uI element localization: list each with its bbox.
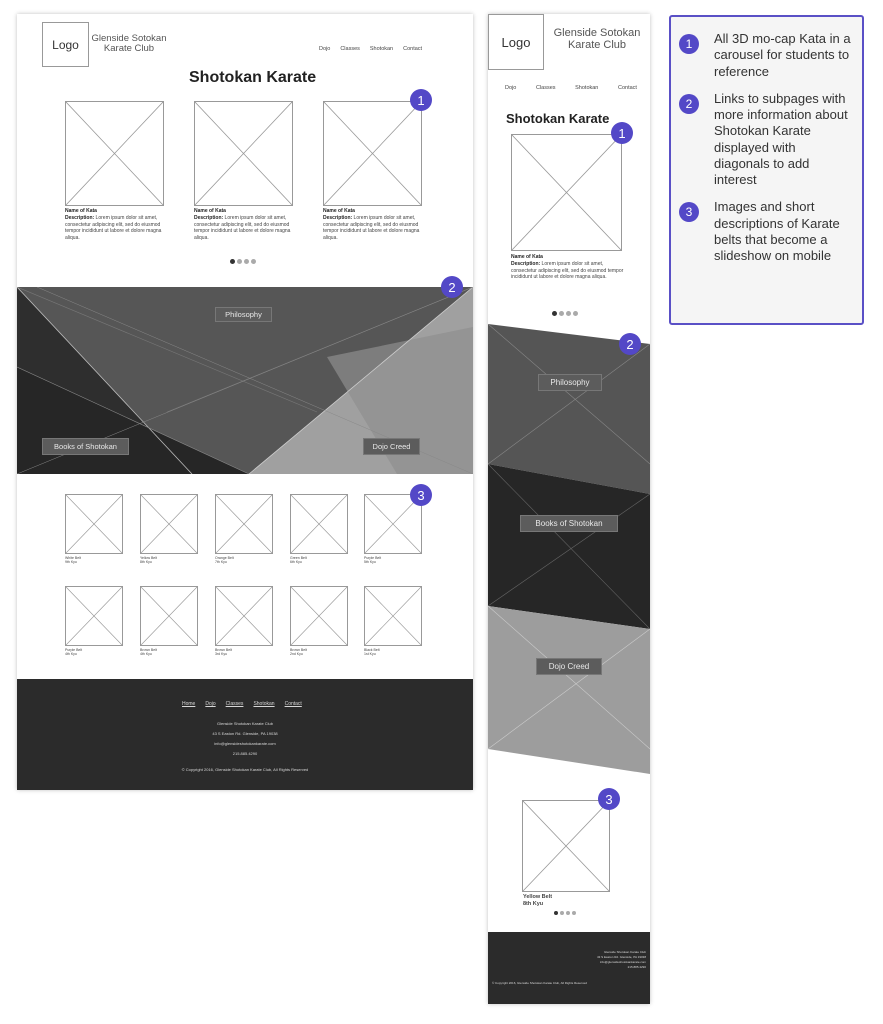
philosophy-link[interactable]: Philosophy bbox=[538, 374, 602, 391]
kata-name: Name of Kata bbox=[194, 208, 226, 214]
belt-card[interactable] bbox=[140, 586, 198, 656]
annotation-legend bbox=[669, 15, 864, 325]
kata-image[interactable] bbox=[194, 101, 293, 206]
belt-card[interactable] bbox=[215, 494, 273, 564]
belt-name: Purple Belt bbox=[364, 556, 382, 560]
belt-image bbox=[215, 586, 273, 646]
kata-image[interactable] bbox=[511, 134, 622, 251]
belt-card[interactable] bbox=[140, 494, 198, 564]
belt-kyu: 8th Kyu bbox=[523, 900, 544, 907]
page-title: Shotokan Karate bbox=[506, 111, 610, 126]
belt-kyu: 8th Kyu bbox=[140, 560, 152, 565]
kata-caption bbox=[511, 254, 626, 281]
belt-card[interactable] bbox=[215, 586, 273, 656]
subpage-diagonals bbox=[488, 324, 650, 774]
belt-name: Brown Belt bbox=[140, 648, 157, 652]
subpage-diagonals bbox=[17, 287, 473, 474]
legend-text: Links to subpages with more information about Shotokan Karate displayed with diagonals to add interest bbox=[714, 90, 848, 187]
footer-phone: 215.885.4290 bbox=[627, 965, 646, 969]
belt-label bbox=[65, 648, 123, 656]
site-footer bbox=[488, 932, 650, 1004]
nav-shotokan[interactable]: Shotokan bbox=[369, 46, 394, 52]
belt-name: Yellow Belt bbox=[523, 894, 553, 900]
logo-text: Logo bbox=[52, 37, 79, 52]
main-nav bbox=[505, 85, 637, 91]
logo[interactable] bbox=[42, 22, 89, 67]
carousel-dot[interactable] bbox=[566, 311, 571, 316]
belt-slideshow-dots bbox=[554, 911, 576, 915]
belt-kyu: 7th Kyu bbox=[215, 560, 227, 565]
belt-image bbox=[140, 494, 198, 554]
dojo-creed-link[interactable]: Dojo Creed bbox=[536, 658, 602, 675]
kata-desc: Lorem ipsum dolor sit amet, consectetur adipiscing elit, sed do eiusmod tempor incididunt ut labore et dolore magna aliqua. bbox=[511, 260, 624, 281]
footer-email[interactable]: info@glensideshotokankarate.com bbox=[214, 741, 276, 746]
belt-label bbox=[364, 648, 422, 656]
carousel-dot[interactable] bbox=[573, 311, 578, 316]
legend-text: Images and short descriptions of Karate belts that become a slideshow on mobile bbox=[714, 199, 840, 263]
slideshow-dot[interactable] bbox=[566, 911, 570, 915]
footer-address: 43 S Easton Rd. Glenside, PA 19038 bbox=[212, 731, 278, 736]
carousel-dot[interactable] bbox=[559, 311, 564, 316]
legend-badge: 3 bbox=[679, 202, 699, 222]
logo[interactable] bbox=[488, 14, 544, 70]
belt-card[interactable] bbox=[290, 586, 348, 656]
annotation-badge-2: 2 bbox=[441, 276, 463, 298]
belt-image[interactable] bbox=[522, 800, 610, 892]
footer-copyright: © Copyright 2016, Glenside Shotokan Karate Club, All Rights Reserved bbox=[492, 981, 587, 985]
belt-name: Purple Belt bbox=[65, 648, 83, 652]
legend-item bbox=[679, 31, 854, 80]
footer-email[interactable]: info@glensideshotokankarate.com bbox=[599, 960, 646, 964]
slideshow-dot[interactable] bbox=[560, 911, 564, 915]
desktop-wireframe bbox=[17, 14, 473, 790]
belt-label bbox=[140, 648, 198, 656]
belt-kyu: 2nd Kyu bbox=[290, 652, 303, 657]
kata-caption bbox=[194, 208, 294, 242]
belt-label bbox=[290, 648, 348, 656]
belt-image bbox=[65, 586, 123, 646]
kata-caption bbox=[65, 208, 165, 242]
belt-kyu: 4th Kyu bbox=[140, 652, 152, 657]
footer-link-classes[interactable]: Classes bbox=[225, 701, 244, 707]
belt-card[interactable] bbox=[290, 494, 348, 564]
footer-phone: 215.885.4290 bbox=[232, 751, 258, 756]
kata-desc-label: Description: bbox=[194, 214, 224, 221]
belt-image bbox=[140, 586, 198, 646]
footer-link-contact[interactable]: Contact bbox=[284, 701, 302, 707]
belt-label bbox=[364, 556, 422, 564]
carousel-dots bbox=[230, 259, 256, 264]
belt-card[interactable] bbox=[364, 586, 422, 656]
belt-label bbox=[140, 556, 198, 564]
belt-label bbox=[290, 556, 348, 564]
dojo-creed-link[interactable]: Dojo Creed bbox=[363, 438, 420, 455]
carousel-dot[interactable] bbox=[244, 259, 249, 264]
belt-name: White Belt bbox=[65, 556, 81, 560]
belt-label bbox=[65, 556, 123, 564]
annotation-badge-3: 3 bbox=[598, 788, 620, 810]
belt-card[interactable] bbox=[364, 494, 422, 564]
belt-name: Brown Belt bbox=[215, 648, 232, 652]
books-of-shotokan-link[interactable]: Books of Shotokan bbox=[520, 515, 618, 532]
kata-desc-label: Description: bbox=[323, 214, 353, 221]
kata-desc-label: Description: bbox=[511, 260, 541, 267]
footer-address: 43 S Easton Rd. Glenside, PA 19038 bbox=[597, 955, 646, 959]
belt-kyu: 5th Kyu bbox=[364, 560, 376, 565]
belt-kyu: 6th Kyu bbox=[290, 560, 302, 565]
footer-club: Glenside Shotokan Karate Club bbox=[216, 721, 274, 726]
mobile-wireframe bbox=[488, 14, 650, 1004]
footer-copyright: © Copyright 2016, Glenside Shotokan Karate Club, All Rights Reserved bbox=[181, 767, 309, 772]
books-of-shotokan-link[interactable]: Books of Shotokan bbox=[42, 438, 129, 455]
belt-label bbox=[523, 894, 603, 907]
kata-caption bbox=[323, 208, 423, 242]
belt-kyu: 9th Kyu bbox=[65, 560, 77, 565]
footer-link-shotokan[interactable]: Shotokan bbox=[253, 701, 275, 707]
kata-desc: Lorem ipsum dolor sit amet, consectetur adipiscing elit, sed do eiusmod tempor incididunt ut labore et dolore magna aliqua. bbox=[323, 214, 420, 241]
nav-classes[interactable]: Classes bbox=[340, 46, 360, 52]
site-name-line2: Karate Club bbox=[567, 38, 627, 51]
belt-name: Black Belt bbox=[364, 648, 380, 652]
belt-name: Brown Belt bbox=[290, 648, 307, 652]
slideshow-dot[interactable] bbox=[572, 911, 576, 915]
nav-dojo[interactable]: Dojo bbox=[319, 46, 331, 52]
kata-name: Name of Kata bbox=[511, 254, 543, 260]
page-title: Shotokan Karate bbox=[189, 69, 317, 86]
belt-image bbox=[364, 586, 422, 646]
site-name-line2: Karate Club bbox=[103, 42, 155, 54]
legend-badge: 2 bbox=[679, 94, 699, 114]
belt-name: Orange Belt bbox=[215, 556, 234, 560]
kata-desc-label: Description: bbox=[65, 214, 95, 221]
kata-image[interactable] bbox=[323, 101, 422, 206]
belt-image bbox=[290, 494, 348, 554]
legend-item bbox=[679, 91, 854, 189]
site-footer bbox=[17, 679, 473, 790]
footer-link-dojo[interactable]: Dojo bbox=[205, 701, 216, 707]
belt-label bbox=[215, 556, 273, 564]
belt-card[interactable] bbox=[65, 494, 123, 564]
carousel-dot[interactable] bbox=[237, 259, 242, 264]
legend-text: All 3D mo-cap Kata in a carousel for students to reference bbox=[714, 31, 851, 79]
belt-name: Yellow Belt bbox=[140, 556, 157, 560]
belt-image bbox=[215, 494, 273, 554]
annotation-badge-2: 2 bbox=[619, 333, 641, 355]
annotation-badge-3: 3 bbox=[410, 484, 432, 506]
belt-image bbox=[290, 586, 348, 646]
belt-label bbox=[215, 648, 273, 656]
nav-classes[interactable]: Classes bbox=[535, 85, 556, 91]
annotation-badge-1: 1 bbox=[611, 122, 633, 144]
footer-link-home[interactable]: Home bbox=[182, 701, 196, 707]
belt-kyu: 3rd Kyu bbox=[215, 652, 228, 657]
belt-image bbox=[65, 494, 123, 554]
belt-kyu: 1st Kyu bbox=[364, 652, 376, 657]
nav-contact[interactable]: Contact bbox=[403, 46, 423, 52]
site-name bbox=[544, 28, 650, 51]
carousel-dot[interactable] bbox=[230, 259, 235, 264]
footer-nav bbox=[182, 701, 302, 707]
slideshow-dot[interactable] bbox=[554, 911, 558, 915]
legend-item bbox=[679, 199, 854, 264]
carousel-dot[interactable] bbox=[552, 311, 557, 316]
belt-name: Green Belt bbox=[290, 556, 307, 560]
logo-text: Logo bbox=[501, 34, 531, 50]
footer-club: Glenside Shotokan Karate Club bbox=[603, 950, 646, 954]
kata-desc: Lorem ipsum dolor sit amet, consectetur adipiscing elit, sed do eiusmod tempor incididunt ut labore et dolore magna aliqua. bbox=[65, 214, 162, 241]
main-nav bbox=[319, 46, 422, 52]
nav-contact[interactable]: Contact bbox=[618, 85, 637, 91]
carousel-dots bbox=[552, 311, 578, 316]
philosophy-link[interactable]: Philosophy bbox=[215, 307, 272, 322]
belt-card[interactable] bbox=[65, 586, 123, 656]
carousel-dot[interactable] bbox=[251, 259, 256, 264]
nav-shotokan[interactable]: Shotokan bbox=[575, 85, 599, 91]
annotation-badge-1: 1 bbox=[410, 89, 432, 111]
kata-name: Name of Kata bbox=[323, 208, 355, 214]
kata-image[interactable] bbox=[65, 101, 164, 206]
belt-kyu: 4th Kyu bbox=[65, 652, 77, 657]
site-name-line1: Glenside Sotokan bbox=[91, 33, 167, 44]
site-name-line1: Glenside Sotokan bbox=[553, 27, 641, 39]
site-name bbox=[89, 34, 169, 54]
kata-desc: Lorem ipsum dolor sit amet, consectetur adipiscing elit, sed do eiusmod tempor incididunt ut labore et dolore magna aliqua. bbox=[194, 214, 291, 241]
legend-badge: 1 bbox=[679, 34, 699, 54]
nav-dojo[interactable]: Dojo bbox=[505, 85, 517, 91]
kata-name: Name of Kata bbox=[65, 208, 97, 214]
